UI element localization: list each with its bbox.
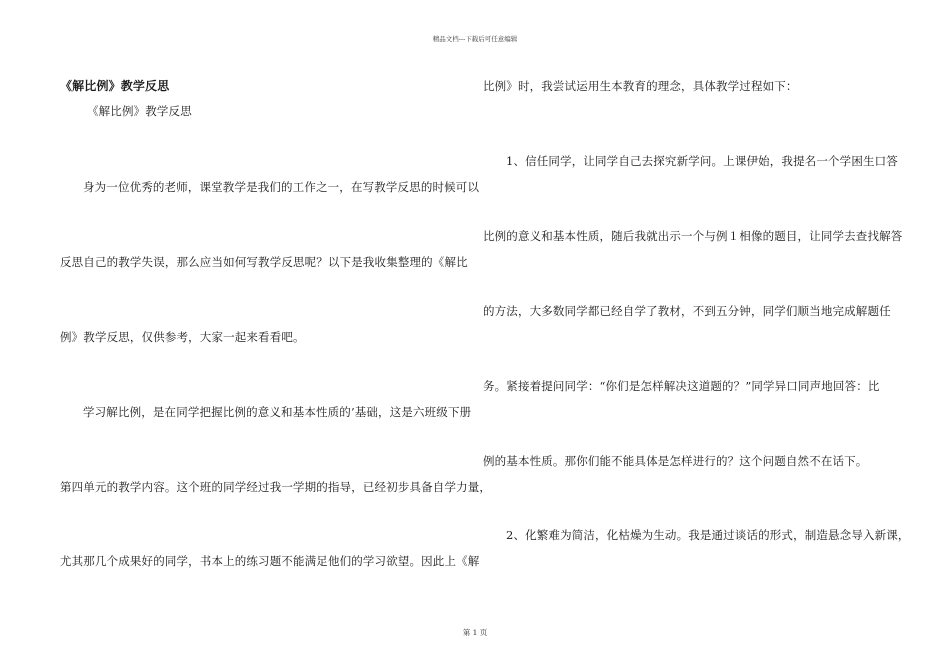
subtitle-line: 《解比例》教学反思 — [87, 104, 192, 118]
paragraph-line: 务。紧接着提问同学：“你们是怎样解决这道题的？”同学异口同声地回答：比 — [483, 379, 880, 393]
page-header: 精品文档---下载后可任意编辑 — [432, 35, 518, 43]
paragraph-line: 1、信任同学，让同学自己去探究新学问。上课伊始，我提名一个学困生口答 — [506, 154, 898, 168]
paragraph-line: 学习解比例，是在同学把握比例的意义和基本性质的’基础，这是六班级下册 — [83, 405, 472, 419]
paragraph-line: 例的基本性质。那你们能不能具体是怎样进行的？这个问题自然不在话下。 — [483, 454, 868, 468]
paragraph-line: 2、化繁难为简洁，化枯燥为生动。我是通过谈话的形式，制造悬念导入新课， — [506, 528, 910, 542]
paragraph-line: 例》教学反思，仅供参考，大家一起来看看吧。 — [60, 330, 305, 344]
document-title: 《解比例》教学反思 — [60, 79, 170, 93]
paragraph-line: 比例的意义和基本性质，随后我就出示一个与例１相像的题目，让同学去查找解答 — [483, 229, 903, 243]
paragraph-line: 的方法，大多数同学都已经自学了教材，不到五分钟，同学们顺当地完成解题任 — [483, 304, 891, 318]
paragraph-line: 第四单元的教学内容。这个班的同学经过我一学期的指导，已经初步具备自学力量， — [60, 480, 492, 494]
paragraph-line: 身为一位优秀的老师，课堂教学是我们的工作之一，在写教学反思的时候可以 — [83, 180, 480, 194]
paragraph-line: 尤其那几个成果好的同学，书本上的练习题不能满足他们的学习欲望。因此上《解 — [60, 554, 480, 568]
page-number: 第 1 页 — [462, 628, 488, 637]
paragraph-line: 反思自己的教学失误，那么应当如何写教学反思呢？以下是我收集整理的《解比 — [60, 255, 468, 269]
paragraph-line: 比例》时，我尝试运用生本教育的理念，具体教学过程如下： — [483, 79, 798, 93]
